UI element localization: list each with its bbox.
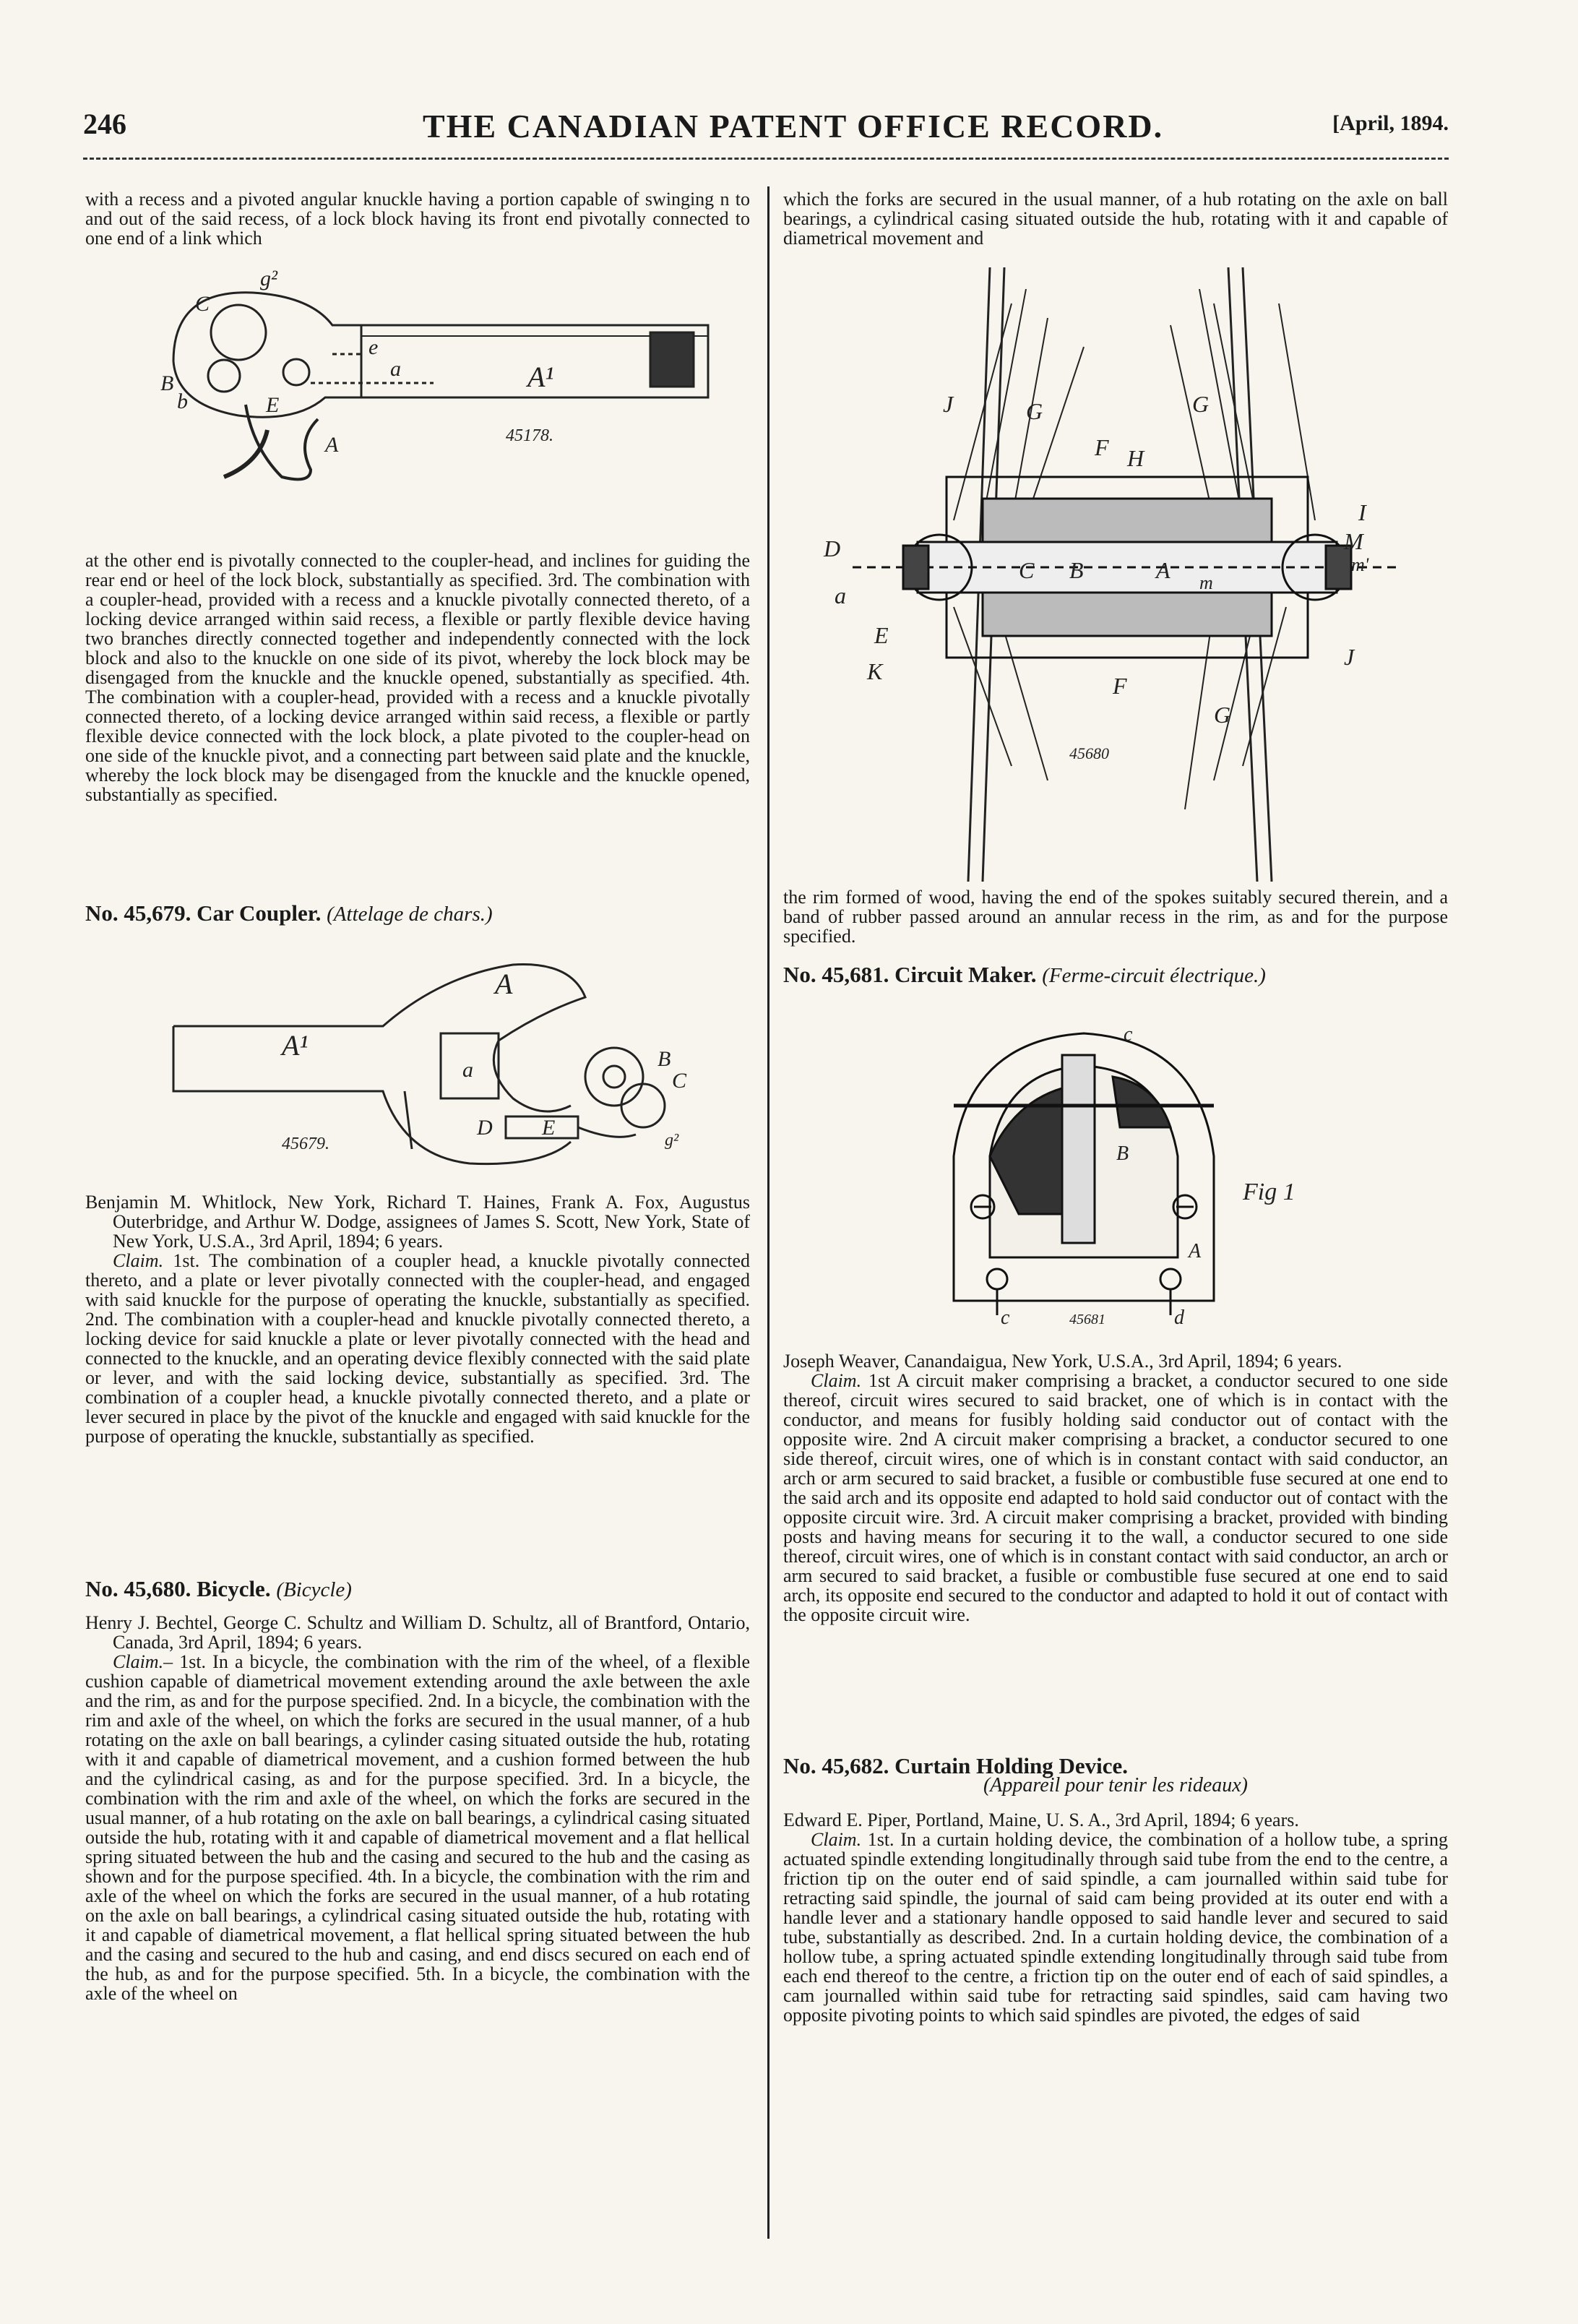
left-col-45679-body [85,1192,750,1446]
claim-label: Claim. [113,1250,164,1271]
patent-title-fr: (Bicycle) [276,1578,352,1601]
fig-label: E [542,1116,556,1140]
fig-label: A [495,968,513,1000]
fig-label: c [1124,1026,1133,1046]
fig-label: B [160,371,174,395]
header-rule [83,158,1449,160]
fig-label: A [1156,557,1170,583]
claim-label: Claim. [811,1829,862,1850]
claim-label: Claim.– [113,1651,173,1672]
fig-label: C [672,1069,687,1093]
fig-label: m [1199,572,1213,593]
page-number: 246 [83,108,126,140]
patent-title-fr: (Ferme-circuit électrique.) [1042,964,1266,987]
heading-45679 [85,900,750,926]
fig-label: D [824,535,841,561]
heading-45680 [85,1576,750,1601]
fig-label: B [1116,1142,1129,1165]
fig-label: b [177,390,188,413]
patent-number: No. 45,680. [85,1576,191,1601]
body-paragraph: which the forks are secured in the usual manner, of a hub rotating on the axle on ball bearings, a cylindrical casing situated outside the hub, rotating with it and capable of diametrical movement and [783,189,1448,249]
fig-label: m' [1351,554,1369,575]
figure-number: 45679. [282,1135,329,1153]
heading-45682 [783,1753,1448,1796]
claim-text: 1st A circuit maker comprising a bracket, a conductor secured to one side thereof, circuit wires secured to said bracket, one of which is in contact with the conductor, and means for fusibly holding said conductor out of contact with the opposite wire. 2nd A circuit maker comprising a bracket, a conductor secured to one side thereof, circuit wires, one of which is in constant contact with said conductor, an arch or arm secured to said bracket, a fusible or combustible fuse secured at one end to the said arch and its opposite end adapted to hold said conductor out of contact with the opposite circuit wire. 3rd. A circuit maker comprising a bracket, provided with binding posts and having means for securing it to the wall, a conductor secured to one side thereof, circuit wires, one of which is in constant contact with said conductor, an arch or arm secured to said bracket, a fusible or combustible fuse secured at one end to said arch, its opposite end secured to the conductor and adapted to hold it out of contact with the opposite circuit wire. [783,1370,1448,1625]
body-paragraph: the rim formed of wood, having the end of the spokes suitably secured therein, and a band of rubber passed around an annular recess in the rim, as and for the purpose specified. [783,887,1448,947]
right-col-45680-end [783,887,1448,946]
right-col-45681-body [783,1351,1448,1624]
figure-number: 45680 [1069,744,1109,762]
fig-label: C [1019,557,1035,583]
figure-bicycle-hub [809,260,1445,882]
fig-label: G [1026,398,1043,424]
fig-label: a [390,357,401,381]
body-paragraph: at the other end is pivotally connected to the coupler-head, and inclines for guiding the rear end or heel of the lock block, substantially as specified. 3rd. The combination with a coupler-head, provided with a recess and a knuckle pivotally connected thereto, of a locking device arranged within said recess, a flexible or partly flexible device having two branches directly connected together and independently connected with the lock block and also to the knuckle on one side of its pivot, whereby the lock block may be disengaged from the knuckle and the knuckle opened, substantially as specified. 4th. The combination with a coupler-head, provided with a recess and a knuckle pivotally connected thereto, of a locking device arranged within said recess, a flexible or partly flexible device connected with the lock block, a plate pivoted to the coupler-head on one side of the knuckle pivot, and a connecting part between said plate and the knuckle, whereby the lock block may be disengaged from the knuckle and the knuckle opened, substantially as specified. [85,550,750,805]
fig-label: A¹ [527,361,554,393]
fig-label: e [368,335,379,359]
fig-label: E [874,622,889,648]
patent-number: No. 45,682. [783,1753,889,1778]
claim-text: 1st. The combination of a coupler head, a knuckle pivotally connected thereto, and a plate or lever pivotally connected with the coupler-head, and engaged with said knuckle for the purpose of operating the knuckle, substantially as specified. 2nd. The combination with a coupler-head and knuckle pivotally connected thereto, a locking device for said knuckle a plate or lever pivotally connected with the head and connected to the knuckle, and an operating device flexibly connected with the said plate or lever, and with the said locking device, substantially as specified. 3rd. The combination of a coupler head, a knuckle pivotally connected thereto, and a plate or lever secured in place by the pivot of the knuckle and engaged with said knuckle for the purpose of operating the knuckle, substantially as specified. [85,1250,750,1447]
fig-label: F [1113,673,1127,699]
figure-car-coupler [166,954,730,1171]
car-coupler-drawing [145,260,737,542]
patentee-paragraph: Henry J. Bechtel, George C. Schultz and William D. Schultz, all of Brantford, Ontario, Canada, 3rd April, 1894; 6 years. [85,1612,750,1653]
fig-label: B [658,1047,671,1071]
claim-text: 1st. In a bicycle, the combination with the rim of the wheel, of a flexible cushion capable of diametrical movement extending around the axle between the axle and the rim, as and for the purpose specified. 2nd. In a bicycle, the combination with the rim and axle of the wheel, on which the forks are secured in the usual manner, of a hub rotating on the axle on ball bearings, a cylinder casing situated outside the hub, rotating with it and capable of diametrical movement, and a cushion formed between the hub and the cylindrical casing, as and for the purpose specified. 3rd. In a bicycle, the combination with the rim and axle of the wheel, on which the forks are secured in the usual manner, of a hub rotating on the axle on ball bearings, a cylindrical casing situated outside the hub, rotating with it and capable of diametrical movement and a flat hellical spring situated between the hub and the casing and secured to the hub and the casing as shown and for the purpose specified. 4th. In a bicycle, the combination with the rim and axle of the wheel on which the forks are secured in the usual manner, of a hub rotating on the axle on ball bearings, a cylindrical casing situated outside the hub, rotating with it and capable of diametrical movement, a flat hellical spring situated between the hub and the casing and secured to the hub and casing, and end discs secured on each end of the hub, as and for the purpose specified. 5th. In a bicycle, the combination with the axle of the wheel on [85,1651,750,2004]
heading-45681 [783,962,1448,987]
left-col-claims-continued [85,551,750,804]
fig-label: A¹ [282,1029,309,1062]
fig-label: G [1192,391,1210,417]
fig-label: H [1127,445,1144,471]
figure-circuit-maker [939,1026,1387,1330]
figure-number: 45681 [1069,1312,1105,1327]
figure-caption: Fig 1 [1243,1179,1295,1205]
body-paragraph: with a recess and a pivoted angular knuckle having a portion capable of swinging n to and out of the said recess, of a lock block having its front end pivotally connected to one end of a link which [85,189,750,249]
fig-label: M [1344,528,1363,554]
fig-label: A [1189,1240,1202,1262]
fig-label: g² [665,1131,679,1150]
patent-title: Bicycle. [197,1576,271,1601]
fig-label: g² [260,267,277,290]
right-col-opening-text [783,189,1448,248]
fig-label: d [1174,1307,1184,1329]
figure-number: 45178. [506,426,553,445]
fig-label: B [1069,557,1084,583]
patent-title: Car Coupler. [197,900,322,926]
fig-label: C [195,292,210,316]
left-col-opening-text [85,189,750,248]
patent-number: No. 45,679. [85,900,191,926]
publication-title: THE CANADIAN PATENT OFFICE RECORD. [423,108,1164,145]
patent-number: No. 45,681. [783,962,889,987]
fig-label: D [477,1116,493,1140]
patent-title: Circuit Maker. [894,962,1037,987]
claim-label: Claim. [811,1370,862,1391]
page-header [83,107,1449,150]
patentee-paragraph: Edward E. Piper, Portland, Maine, U. S. A., 3rd April, 1894; 6 years. [783,1809,1299,1830]
fig-label: E [266,393,280,417]
patent-title-fr: (Attelage de chars.) [327,903,493,926]
bicycle-hub-drawing [809,260,1445,882]
left-col-45680-body [85,1613,750,2003]
figure-car-coupler-top [145,260,737,542]
fig-label: G [1214,702,1231,728]
claim-text: 1st. In a curtain holding device, the combination of a hollow tube, a spring actuated spindle extending longitudinally through said tube from the end to the centre, a friction tip on the outer end of said spindle, a cam journalled within said tube for retracting said spindle, the journal of said cam being provided at its outer end with a handle lever and a stationary handle opposed to said handle lever and secured to said tube, substantially as described. 2nd. In a curtain holding device, the combination of a hollow tube, a spring actuated spindle extending longitudinally through said tube from each end thereof to the centre, a friction tip on the outer end of each of said spindles, a cam journalled within said tube for retracting said spindles, said cam having two opposite pivoting points to which said spindles are pivoted, the edges of said [783,1829,1448,2026]
right-col-45682-body [783,1810,1448,2025]
coupler-drawing [166,954,730,1171]
fig-label: I [1358,499,1366,525]
fig-label: K [867,658,883,684]
fig-label: J [943,391,954,417]
fig-label: A [325,433,339,457]
fig-label: F [1095,434,1109,460]
fig-label: a [835,582,846,608]
issue-date: [April, 1894. [1332,111,1449,135]
circuit-maker-drawing [939,1026,1387,1330]
patent-title: Curtain Holding Device. [894,1753,1129,1778]
fig-label: c [1001,1307,1010,1329]
patentee-paragraph: Benjamin M. Whitlock, New York, Richard T. Haines, Frank A. Fox, Augustus Outerbridge, and Arthur W. Dodge, assignees of James S. Scott, New York, State of New York, U.S.A., 3rd April, 1894; 6 years. [85,1192,750,1252]
patent-title-fr: (Appareil pour tenir les rideaux) [983,1774,1248,1796]
column-divider [767,186,769,2239]
fig-label: a [462,1058,473,1082]
fig-label: J [1344,644,1355,670]
patentee-paragraph: Joseph Weaver, Canandaigua, New York, U.S.A., 3rd April, 1894; 6 years. [783,1351,1342,1372]
